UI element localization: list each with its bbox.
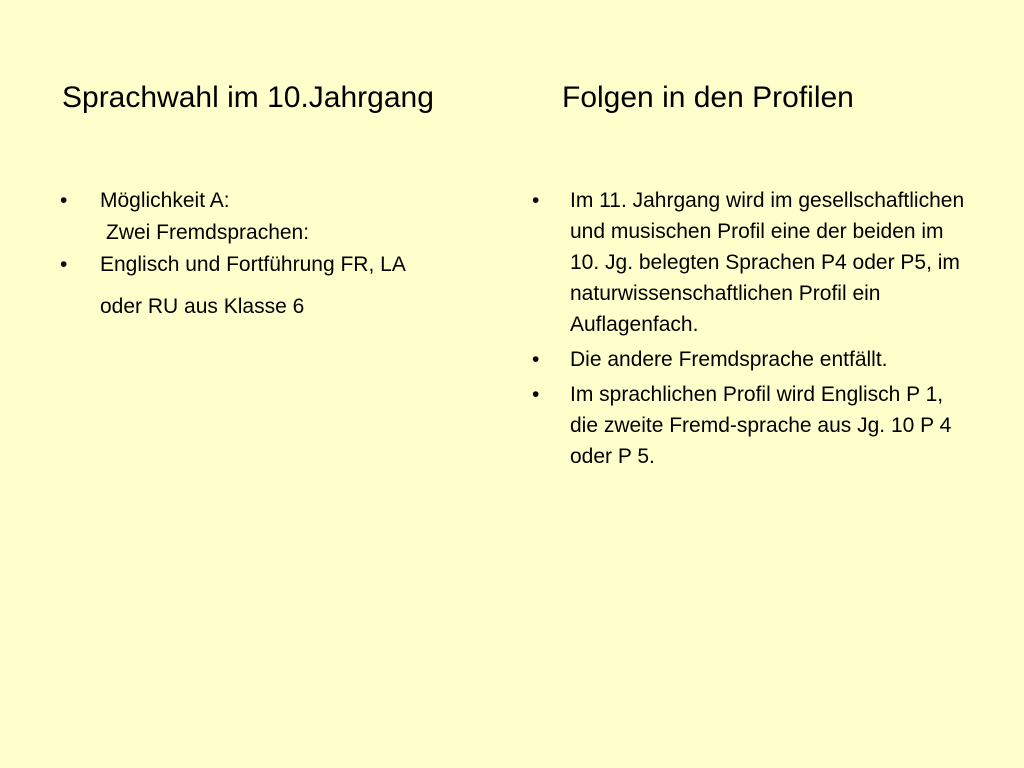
bullet-icon: •	[532, 383, 540, 406]
heading-sprachwahl: Sprachwahl im 10.Jahrgang	[62, 81, 434, 114]
left-item-text: Englisch und Fortführung FR, LA	[100, 253, 406, 276]
left-item-text: Möglichkeit A:	[100, 189, 230, 212]
right-bullet-item	[532, 344, 972, 375]
left-column	[60, 185, 510, 323]
right-item-text: Im 11. Jahrgang wird im gesellschaftlichen und musischen Profil eine der beiden im 10. Jg. belegten Sprachen P4 oder P5, im naturwissenschaftlichen Profil ein Auflagenfach.	[570, 189, 965, 336]
right-bullet-item	[532, 379, 972, 472]
right-column	[532, 185, 972, 472]
right-item-text: Die andere Fremdsprache entfällt.	[570, 348, 888, 371]
heading-folgen: Folgen in den Profilen	[562, 81, 854, 114]
left-item-continuation: oder RU aus Klasse 6	[100, 295, 305, 318]
bullet-icon: •	[532, 189, 540, 212]
left-bullet-item	[60, 249, 510, 281]
bullet-icon: •	[60, 253, 68, 276]
right-item-text: Im sprachlichen Profil wird Englisch P 1, die zweite Fremd-sprache aus Jg. 10 P 4 oder P 5.	[570, 383, 952, 468]
left-sub-item-text: Zwei Fremdsprachen:	[106, 221, 310, 244]
left-bullet-item	[60, 185, 510, 217]
right-bullet-item	[532, 185, 972, 340]
bullet-icon: •	[532, 348, 540, 371]
left-sub-item	[60, 217, 510, 249]
bullet-icon: •	[60, 189, 68, 212]
